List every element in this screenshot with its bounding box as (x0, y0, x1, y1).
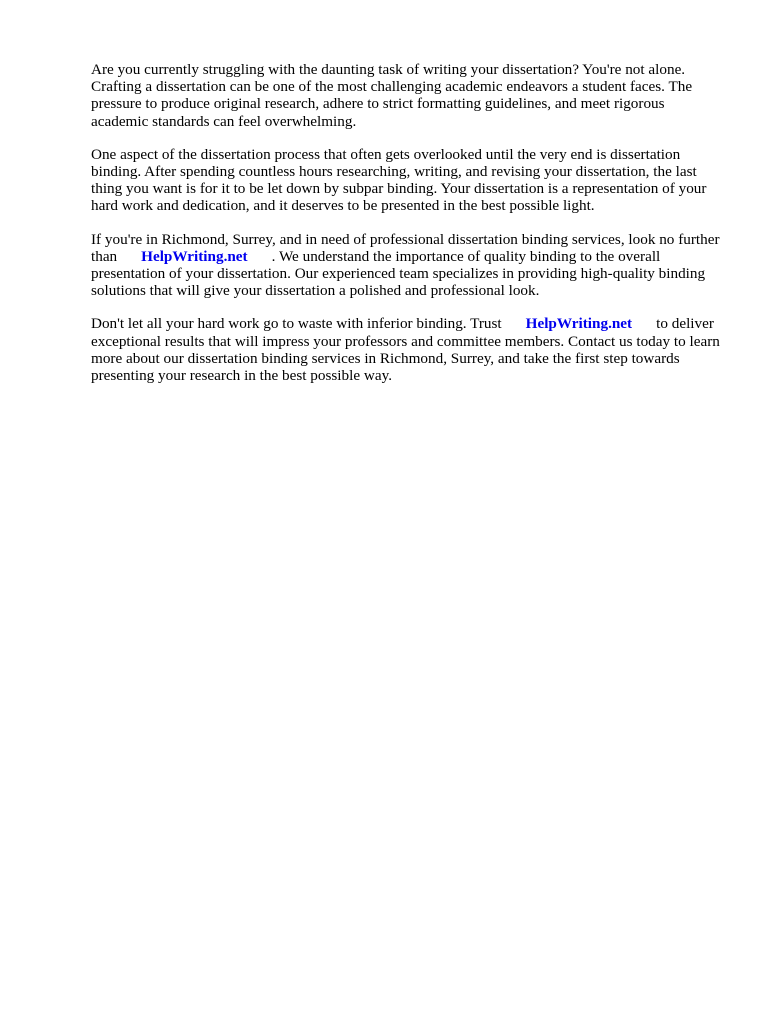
paragraph-intro: Are you currently struggling with the daunting task of writing your dissertation? You're not alone. Crafting a dissertation can be one of the most challenging academic endeavors a student faces. The pressure to produce original research, adhere to strict formatting guidelines, and meet rigorous academic standards can feel overwhelming. (91, 61, 693, 130)
paragraph-trust-text-start: Don't let all your hard work go to waste with inferior binding. Trust (91, 315, 502, 333)
document-body (91, 61, 721, 400)
paragraph-trust (91, 315, 721, 384)
helpwriting-link-2[interactable]: HelpWriting.net (525, 315, 633, 333)
paragraph-richmond (91, 231, 721, 300)
paragraph-richmond-text-end: . We understand the importance of quality binding to the overall presentation of your dissertation. Our experienced team specializes in providing high-quality binding solutions that will give your dissertation a polished and professional look. (91, 247, 706, 300)
paragraph-binding: One aspect of the dissertation process that often gets overlooked until the very end is dissertation binding. After spending countless hours researching, writing, and revising your dissertation, the last thing you want is for it to be let down by subpar binding. Your dissertation is a representation of your hard work and dedication, and it deserves to be presented in the best possible light. (91, 145, 707, 215)
helpwriting-link[interactable]: HelpWriting.net (141, 247, 248, 265)
paragraph-trust-text-end: to deliver exceptional results that will impress your professors and committee members. Contact us today to learn more about our dissertation binding services in Richmond, Surrey, and take the first step towards presenting your research in the best possible way. (91, 315, 720, 385)
paragraph-richmond-text-start: If you're in Richmond, Surrey, and in need of professional dissertation binding services, look no further than (91, 230, 720, 265)
